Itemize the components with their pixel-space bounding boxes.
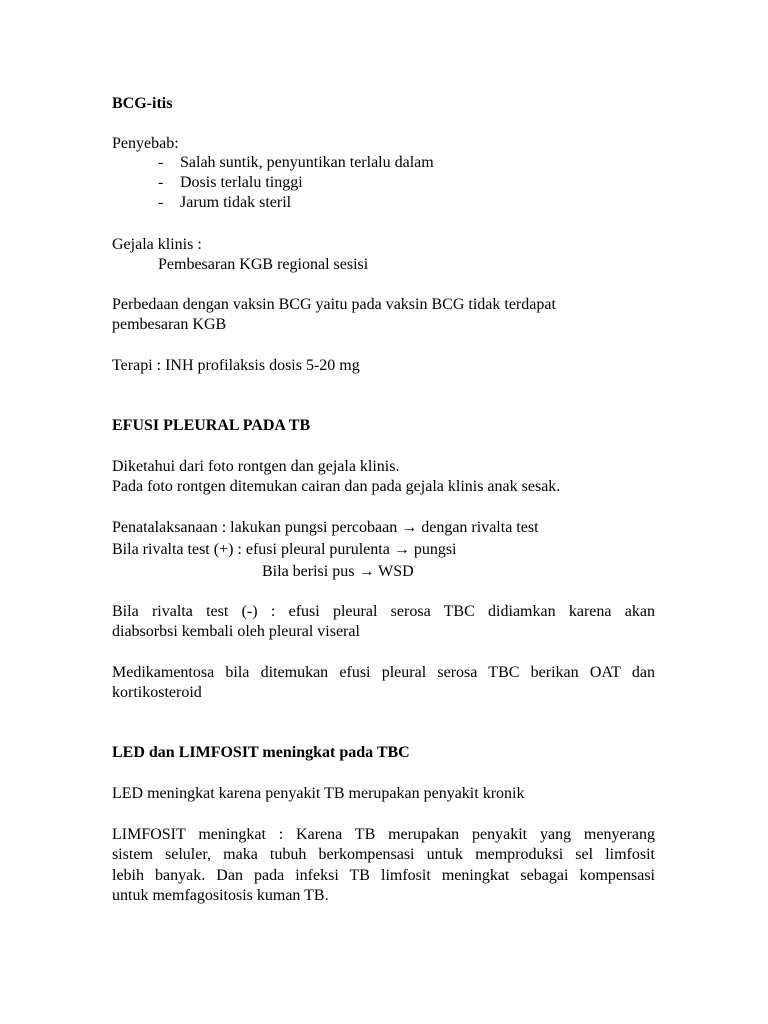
therapy-text: Terapi : INH profilaksis dosis 5-20 mg <box>112 357 360 374</box>
symptom-text: Pembesaran KGB regional sesisi <box>158 256 369 273</box>
led-text: LED meningkat karena penyakit TB merupakan penyakit kronik <box>112 785 525 802</box>
cause-item <box>158 193 291 213</box>
symptom-label: Gejala klinis : <box>112 236 202 253</box>
difference-line: Perbedaan dengan vaksin BCG yaitu pada vaksin BCG tidak terdapat <box>112 296 556 313</box>
cause-item-text: Salah suntik, penyuntikan terlalu dalam <box>180 154 434 171</box>
limfosit-line: LIMFOSIT meningkat : Karena TB merupakan penyakit yang menyerang <box>112 826 655 843</box>
diagnosis-line: Pada foto rontgen ditemukan cairan dan pada gejala klinis anak sesak. <box>112 478 561 495</box>
limfosit-line: lebih banyak. Dan pada infeksi TB limfosit meningkat sebagai kompensasi <box>112 867 655 884</box>
cause-item <box>158 173 303 193</box>
diagnosis-line: Diketahui dari foto rontgen dan gejala klinis. <box>112 458 400 475</box>
led-heading: LED dan LIMFOSIT meningkat pada TBC <box>112 744 410 761</box>
management-line: Bila rivalta test (+) : efusi pleural purulenta → pungsi <box>112 541 457 558</box>
bcg-heading: BCG-itis <box>112 95 173 112</box>
limfosit-line: sistem seluler, maka tubuh berkompensasi untuk memproduksi sel limfosit <box>112 846 655 863</box>
cause-item <box>158 153 434 173</box>
management-line: Bila berisi pus → WSD <box>262 563 414 580</box>
cause-item-text: Jarum tidak steril <box>180 194 292 211</box>
efusi-heading: EFUSI PLEURAL PADA TB <box>112 417 311 434</box>
negative-test-line: Bila rivalta test (-) : efusi pleural serosa TBC didiamkan karena akan <box>112 603 655 620</box>
medication-line: Medikamentosa bila ditemukan efusi pleural serosa TBC berikan OAT dan <box>112 664 655 681</box>
cause-label: Penyebab: <box>112 135 179 152</box>
negative-test-line: diabsorbsi kembali oleh pleural viseral <box>112 623 360 640</box>
difference-line: pembesaran KGB <box>112 316 227 333</box>
management-line: Penatalaksanaan : lakukan pungsi percobaan → dengan rivalta test <box>112 519 539 536</box>
medication-line: kortikosteroid <box>112 684 202 701</box>
bullet-dash: - <box>158 194 164 211</box>
cause-item-text: Dosis terlalu tinggi <box>180 174 303 191</box>
bullet-dash: - <box>158 154 164 171</box>
limfosit-line: untuk memfagositosis kuman TB. <box>112 887 329 904</box>
bullet-dash: - <box>158 174 164 191</box>
